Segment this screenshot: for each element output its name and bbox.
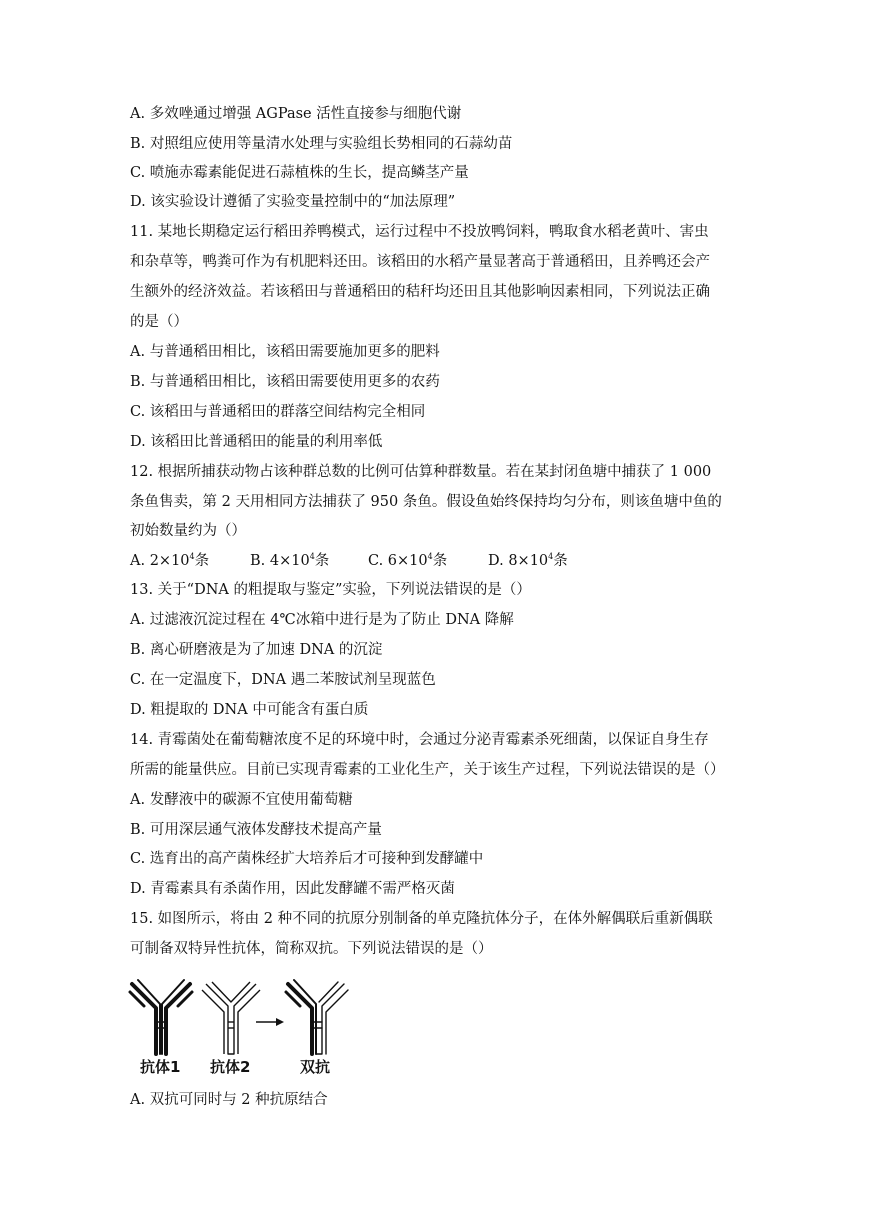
q12-option-b: B. $4\times 10^4$条	[250, 552, 330, 569]
q13-option-a: A. 过滤液沉淀过程在 4℃冰箱中进行是为了防止 DNA 降解	[130, 612, 514, 628]
q15-stem-line-2: 可制备双特异性抗体，简称双抗。下列说法错误的是（）	[130, 941, 493, 957]
q15-option-a: A. 双抗可同时与 2 种抗原结合	[130, 1092, 328, 1108]
q12-option-a: A. $2\times 10^4$条	[130, 552, 210, 569]
q11-stem-line-4: 的是（）	[130, 314, 188, 330]
q14-option-b: B. 可用深层通气液体发酵技术提高产量	[130, 822, 382, 838]
q11-stem-line-1: 11. 某地长期稳定运行稻田养鸭模式，运行过程中不投放鸭饲料，鸭取食水稻老黄叶、害虫	[130, 224, 709, 240]
q13-option-c: C. 在一定温度下，DNA 遇二苯胺试剂呈现蓝色	[130, 672, 436, 688]
q11-option-d: D. 该稻田比普通稻田的能量的利用率低	[130, 434, 383, 450]
q14-option-c: C. 选育出的高产菌株经扩大培养后才可接种到发酵罐中	[130, 851, 484, 867]
q15-stem-line-1: 15. 如图所示，将由 2 种不同的抗原分别制备的单克隆抗体分子，在体外解偶联后重新偶联	[130, 911, 713, 927]
q10-option-d: D. 该实验设计遵循了实验变量控制中的“加法原理”	[130, 194, 456, 210]
q10-option-a: A. 多效唑通过增强 AGPase 活性直接参与细胞代谢	[130, 106, 462, 122]
q11-option-a: A. 与普通稻田相比，该稻田需要施加更多的肥料	[130, 344, 440, 360]
q12-option-d: D. $8\times 10^4$条	[488, 552, 568, 569]
antibody-2-label: 抗体2	[210, 1058, 251, 1076]
q11-stem-line-3: 生额外的经济效益。若该稻田与普通稻田的秸秆均还田且其他影响因素相同，下列说法正确	[130, 284, 710, 300]
q11-option-b: B. 与普通稻田相比，该稻田需要使用更多的农药	[130, 374, 440, 390]
q13-option-d: D. 粗提取的 DNA 中可能含有蛋白质	[130, 702, 369, 718]
antibody-2-icon	[202, 982, 260, 1054]
q10-option-b: B. 对照组应使用等量清水处理与实验组长势相同的石蒜幼苗	[130, 136, 513, 152]
q14-option-d: D. 青霉素具有杀菌作用，因此发酵罐不需严格灭菌	[130, 881, 455, 897]
bispecific-antibody-label: 双抗	[300, 1058, 331, 1076]
antibody-1-label: 抗体1	[140, 1058, 181, 1076]
q11-stem-line-2: 和杂草等，鸭粪可作为有机肥料还田。该稻田的水稻产量显著高于普通稻田，且养鸭还会产	[130, 254, 710, 270]
q14-option-a: A. 发酵液中的碳源不宜使用葡萄糖	[130, 792, 353, 808]
q12-stem-line-3: 初始数量约为（）	[130, 523, 246, 539]
antibody-1-icon	[130, 980, 192, 1054]
antibody-diagram	[126, 976, 366, 1056]
antibody-figure	[126, 976, 366, 1086]
q11-option-c: C. 该稻田与普通稻田的群落空间结构完全相同	[130, 404, 426, 420]
q12-option-c: C. $6\times 10^4$条	[368, 552, 448, 569]
q12-stem-line-1: 12. 根据所捕获动物占该种群总数的比例可估算种群数量。若在某封闭鱼塘中捕获了 1 000	[130, 464, 712, 480]
q13-stem: 13. 关于“DNA 的粗提取与鉴定”实验，下列说法错误的是（）	[130, 582, 531, 598]
q10-option-c: C. 喷施赤霉素能促进石蒜植株的生长，提高鳞茎产量	[130, 165, 469, 181]
q13-option-b: B. 离心研磨液是为了加速 DNA 的沉淀	[130, 642, 383, 658]
bispecific-antibody-icon	[286, 980, 348, 1054]
q12-options	[130, 551, 750, 571]
q14-stem-line-1: 14. 青霉菌处在葡萄糖浓度不足的环境中时，会通过分泌青霉素杀死细菌，以保证自身生存	[130, 732, 709, 748]
q14-stem-line-2: 所需的能量供应。目前已实现青霉素的工业化生产，关于该生产过程，下列说法错误的是（）	[130, 762, 725, 778]
right-arrow-icon	[256, 1018, 284, 1026]
q12-stem-line-2: 条鱼售卖，第 2 天用相同方法捕获了 950 条鱼。假设鱼始终保持均匀分布，则该鱼塘中鱼的	[130, 494, 722, 510]
